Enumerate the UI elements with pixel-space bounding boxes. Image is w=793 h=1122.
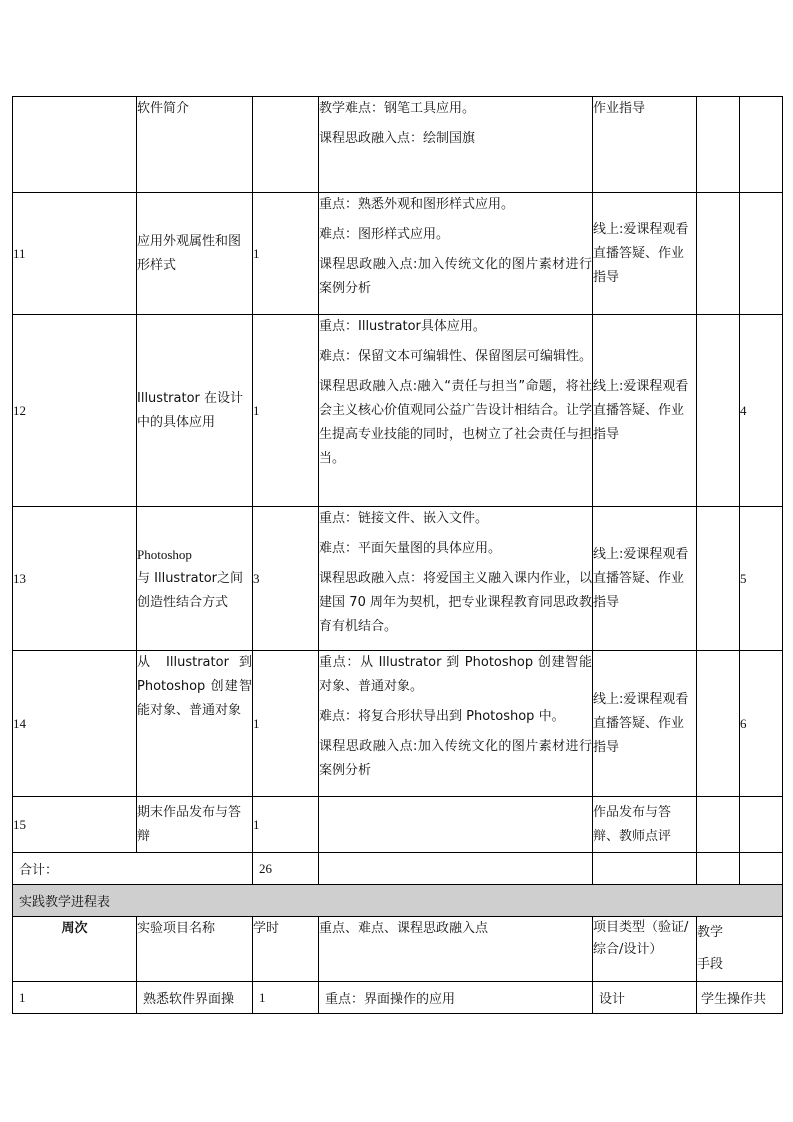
name-cell: 熟悉软件界面操 (137, 982, 253, 1014)
topic-cell (137, 507, 253, 651)
topic-line: 与 Illustrator之间创造性结合方式 (137, 570, 244, 610)
empty-cell (319, 853, 593, 885)
total-row (13, 853, 783, 885)
means-header-line: 手段 (697, 957, 724, 972)
table-row (13, 797, 783, 853)
week-header: 周次 (13, 917, 137, 982)
point-text: 课程思政融入点：将爱国主义融入课内作业，以建国 70 周年为契机，把专业课程教育同思政教育有机结合。 (319, 571, 593, 634)
topic-cell (137, 97, 253, 193)
table-row (13, 507, 783, 651)
type-header: 项目类型（验证/综合/设计） (593, 917, 697, 982)
hours-cell: 1 (253, 651, 319, 797)
hours-cell: 1 (253, 797, 319, 853)
extra-cell (740, 97, 783, 193)
point-text: 教学难点：钢笔工具应用。 (319, 101, 476, 116)
topic-line: Photoshop (137, 546, 192, 562)
extra-cell (697, 797, 740, 853)
topic-cell: 应用外观属性和图形样式 (137, 193, 253, 315)
extra-cell (740, 193, 783, 315)
point-text: 重点：从 Illustrator 到 Photoshop 创建智能对象、普通对象。 (319, 655, 592, 694)
name-header: 实验项目名称 (137, 917, 253, 982)
means-header-line: 教学 (697, 925, 724, 940)
empty-cell (593, 853, 697, 885)
topic-cell: Illustrator 在设计中的具体应用 (137, 315, 253, 507)
points-cell (319, 507, 593, 651)
hours-cell: 3 (253, 507, 319, 651)
table-row (13, 651, 783, 797)
hours-header: 学时 (253, 917, 319, 982)
points-cell (319, 797, 593, 853)
point-text: 课程思政融入点:融入“责任与担当”命题，将社会主义核心价值观同公益广告设计相结合。让学生提高专业技能的同时，也树立了社会责任与担当。 (319, 379, 593, 466)
hours-cell: 1 (253, 315, 319, 507)
means-cell: 学生操作共 (697, 982, 783, 1014)
week-cell: 12 (13, 315, 137, 507)
point-text: 难点：保留文本可编辑性、保留图层可编辑性。 (319, 349, 593, 364)
topic-cell: 期末作品发布与答辩 (137, 797, 253, 853)
point-text: 课程思政融入点：绘制国旗 (319, 131, 476, 146)
method-cell: 作品发布与答辩、教师点评 (593, 797, 697, 853)
point-text: 课程思政融入点:加入传统文化的图片素材进行案例分析 (319, 739, 592, 778)
extra-cell: 4 (740, 315, 783, 507)
hours-cell (253, 97, 319, 193)
extra-cell (697, 315, 740, 507)
point-text: 重点：链接文件、嵌入文件。 (319, 511, 489, 526)
points-cell (319, 97, 593, 193)
extra-cell: 6 (740, 651, 783, 797)
week-cell: 15 (13, 797, 137, 853)
extra-cell (697, 651, 740, 797)
topic-text: 软件简介 (137, 101, 190, 116)
table-row (13, 97, 783, 193)
point-text: 难点：将复合形状导出到 Photoshop 中。 (319, 709, 565, 724)
point-text: 重点：熟悉外观和图形样式应用。 (319, 197, 515, 212)
table-row (13, 315, 783, 507)
points-cell: 重点：界面操作的应用 (319, 982, 593, 1014)
method-cell: 线上:爱课程观看直播答疑、作业指导 (593, 315, 697, 507)
extra-cell (697, 507, 740, 651)
extra-cell (697, 193, 740, 315)
extra-cell: 5 (740, 507, 783, 651)
course-schedule-table (12, 96, 783, 1014)
point-text: 难点：平面矢量图的具体应用。 (319, 541, 502, 556)
means-header (697, 917, 783, 982)
total-label: 合计： (13, 853, 253, 885)
extra-cell (740, 797, 783, 853)
points-cell (319, 651, 593, 797)
section-title-row (13, 885, 783, 917)
method-cell: 线上:爱课程观看直播答疑、作业指导 (593, 651, 697, 797)
method-cell: 线上:爱课程观看直播答疑、作业指导 (593, 193, 697, 315)
practice-row (13, 982, 783, 1014)
type-cell: 设计 (593, 982, 697, 1014)
practice-header-row (13, 917, 783, 982)
point-text: 课程思政融入点:加入传统文化的图片素材进行案例分析 (319, 257, 592, 296)
points-cell (319, 193, 593, 315)
method-cell: 线上:爱课程观看直播答疑、作业指导 (593, 507, 697, 651)
points-cell (319, 315, 593, 507)
week-cell: 1 (13, 982, 137, 1014)
hours-cell: 1 (253, 982, 319, 1014)
table-row (13, 193, 783, 315)
extra-cell (697, 97, 740, 193)
method-cell: 作业指导 (593, 97, 697, 193)
week-cell: 11 (13, 193, 137, 315)
week-cell (13, 97, 137, 193)
hours-cell: 1 (253, 193, 319, 315)
points-header: 重点、难点、课程思政融入点 (319, 917, 593, 982)
section-title: 实践教学进程表 (13, 885, 783, 917)
week-cell: 13 (13, 507, 137, 651)
point-text: 难点：图形样式应用。 (319, 227, 450, 242)
week-cell: 14 (13, 651, 137, 797)
empty-cell (697, 853, 740, 885)
point-text: 重点：Illustrator具体应用。 (319, 319, 486, 334)
empty-cell (740, 853, 783, 885)
topic-cell: 从 Illustrator 到 Photoshop 创建智能对象、普通对象 (137, 651, 253, 797)
total-value: 26 (253, 853, 319, 885)
